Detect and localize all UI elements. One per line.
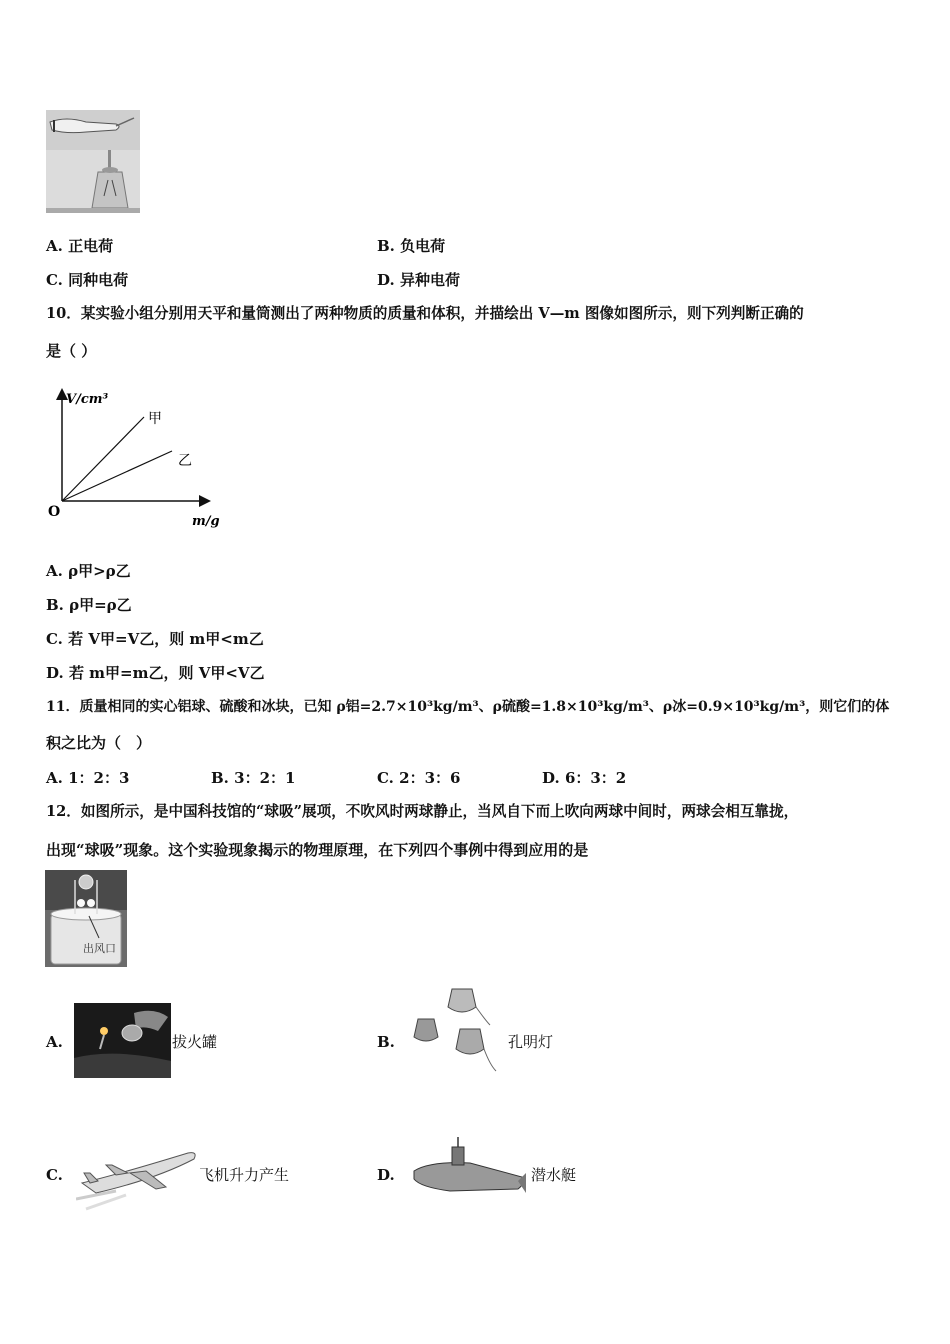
option-text: 正电荷: [68, 237, 114, 255]
line-jia-label: 甲: [148, 411, 162, 427]
q12-option-d-letter[interactable]: D.: [377, 1166, 395, 1184]
option-text: ρ甲>ρ乙: [68, 562, 131, 580]
option-letter: C.: [46, 630, 63, 648]
option-letter: A.: [46, 769, 63, 787]
q12-option-d-text: 潜水艇: [531, 1166, 577, 1184]
q9-option-a[interactable]: [46, 236, 113, 256]
option-text: 若 V甲=V乙，则 m甲<m乙: [68, 630, 264, 648]
option-text: 若 m甲=m乙，则 V甲<V乙: [68, 664, 265, 682]
y-axis-label: V/cm³: [66, 392, 109, 407]
q10-option-c[interactable]: [46, 629, 264, 649]
option-text: 6：3：2: [564, 769, 627, 787]
q12-option-c-letter[interactable]: C.: [46, 1166, 63, 1184]
q12-option-a-text: 拔火罐: [172, 1033, 218, 1051]
q12-option-b-image[interactable]: [410, 985, 500, 1077]
q12-stem-line1: 12．如图所示，是中国科技馆的“球吸”展项，不吹风时两球静止，当风自下而上吹向两球中间时，两球会相互靠拢，: [46, 803, 799, 820]
q9-option-d[interactable]: [377, 270, 460, 290]
option-text: 2：3：6: [399, 769, 461, 787]
line-jia: [62, 417, 144, 501]
q10-option-a[interactable]: [46, 561, 131, 581]
q9-option-b[interactable]: [377, 236, 445, 256]
x-axis-label: m/g: [192, 514, 220, 529]
q12-option-d-image[interactable]: [410, 1135, 528, 1207]
q12-option-a-letter[interactable]: A.: [46, 1033, 63, 1051]
q12-option-c-image[interactable]: [76, 1143, 198, 1215]
q9-option-c[interactable]: [46, 270, 128, 290]
option-letter: A.: [46, 237, 63, 255]
q12-option-c-text: 飞机升力产生: [199, 1166, 290, 1184]
origin-label: O: [48, 504, 61, 520]
q11-option-d[interactable]: [542, 768, 626, 788]
q10-vm-chart: [40, 385, 230, 535]
q9-figure: [46, 110, 140, 213]
option-letter: D.: [377, 271, 395, 289]
option-letter: D.: [542, 769, 560, 787]
option-letter: B.: [46, 596, 64, 614]
option-letter: A.: [46, 562, 63, 580]
q11-option-c[interactable]: [377, 768, 460, 788]
option-letter: B.: [377, 237, 395, 255]
option-text: ρ甲=ρ乙: [69, 596, 132, 614]
q11-option-b[interactable]: [211, 768, 295, 788]
q11-stem-line2: 积之比为（ ）: [46, 734, 152, 752]
option-letter: B.: [211, 769, 229, 787]
option-letter: C.: [377, 769, 394, 787]
option-text: 1：2：3: [68, 769, 130, 787]
option-text: 异种电荷: [399, 271, 460, 289]
line-yi-label: 乙: [178, 453, 192, 469]
q10-stem-line2: 是（ ）: [46, 342, 97, 360]
option-text: 3：2：1: [234, 769, 296, 787]
line-yi: [62, 451, 172, 501]
option-text: 负电荷: [400, 237, 446, 255]
option-text: 同种电荷: [68, 271, 129, 289]
q12-option-b-letter[interactable]: B.: [377, 1033, 395, 1051]
q11-option-a[interactable]: [46, 768, 129, 788]
q11-stem-line1: 11．质量相同的实心铝球、硫酸和冰块，已知 ρ铝=2.7×10³kg/m³、ρ硫酸=1.8×10³kg/m³、ρ冰=0.9×10³kg/m³，则它们的体: [46, 699, 890, 715]
q12-figure: [45, 870, 127, 967]
q12-option-b-text: 孔明灯: [508, 1033, 554, 1051]
q12-stem-line2: 出现“球吸”现象。这个实验现象揭示的物理原理，在下列四个事例中得到应用的是: [46, 841, 589, 859]
q10-option-b[interactable]: [46, 595, 132, 615]
q10-option-d[interactable]: [46, 663, 265, 683]
option-letter: C.: [46, 271, 63, 289]
q12-option-a-image[interactable]: [74, 1003, 171, 1078]
option-letter: D.: [46, 664, 64, 682]
q10-stem-line1: 10．某实验小组分别用天平和量筒测出了两种物质的质量和体积，并描绘出 V—m 图像如图所示，则下列判断正确的: [46, 305, 804, 322]
figure-label: 出风口: [83, 942, 116, 955]
